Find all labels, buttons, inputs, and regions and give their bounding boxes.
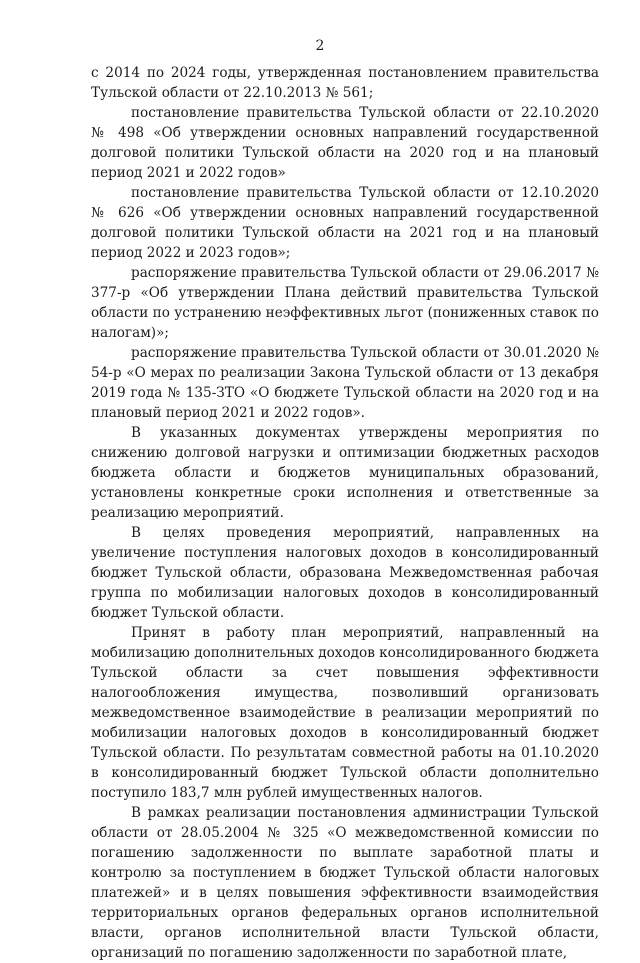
paragraph: В рамках реализации постановления администрации Тульской области от 28.05.2004 № 325 «О межведомственной комиссии по погашению задолженности по выплате заработной платы и контролю за поступлением в бюджет Тульской области налоговых платежей» и в целях повышения эффективности взаимодействия территориальных органов федеральных органов исполнительной власти, органов исполнительной власти Тульской области, организаций по погашению задолженности по заработной плате, (91, 805, 599, 961)
paragraph: В указанных документах утверждены мероприятия по снижению долговой нагрузки и оптимизации бюджетных расходов бюджета области и бюджетов муниципальных образований, установлены конкретные сроки исполнения и ответственные за реализацию мероприятий. (91, 425, 599, 521)
paragraph: постановление правительства Тульской области от 22.10.2020 № 498 «Об утверждении основных направлений государственной долговой политики Тульской области на 2020 год и на плановый период 2021 и 2022 годов» (91, 105, 599, 181)
paragraph: Принят в работу план мероприятий, направленный на мобилизацию дополнительных доходов консолидированного бюджета Тульской области за счет повышения эффективности налогообложения имущества, позволивший организовать межведомственное взаимодействие в реализации мероприятий по мобилизации налоговых доходов в консолидированный бюджет Тульской области. По результатам совместной работы на 01.10.2020 в консолидированный бюджет Тульской области дополнительно поступило 183,7 млн рублей имущественных налогов. (91, 625, 599, 801)
paragraph: с 2014 по 2024 годы, утвержденная постановлением правительства Тульской области от 22.10.2013 № 561; (91, 65, 599, 101)
page-number: 2 (315, 38, 325, 54)
paragraph: постановление правительства Тульской области от 12.10.2020 № 626 «Об утверждении основных направлений государственной долговой политики Тульской области на 2021 год и на плановый период 2022 и 2023 годов»; (91, 185, 599, 261)
paragraph: распоряжение правительства Тульской области от 29.06.2017 № 377-р «Об утверждении Плана действий правительства Тульской области по устранению неэффективных льгот (пониженных ставок по налогам)»; (91, 265, 599, 341)
document-body (91, 63, 599, 963)
paragraph: В целях проведения мероприятий, направленных на увеличение поступления налоговых доходов в консолидированный бюджет Тульской области, образована Межведомственная рабочая группа по мобилизации налоговых доходов в консолидированный бюджет Тульской области. (91, 525, 599, 621)
paragraph: распоряжение правительства Тульской области от 30.01.2020 № 54-р «О мерах по реализации Закона Тульской области от 13 декабря 2019 года № 135-ЗТО «О бюджете Тульской области на 2020 год и на плановый период 2021 и 2022 годов». (91, 345, 599, 421)
